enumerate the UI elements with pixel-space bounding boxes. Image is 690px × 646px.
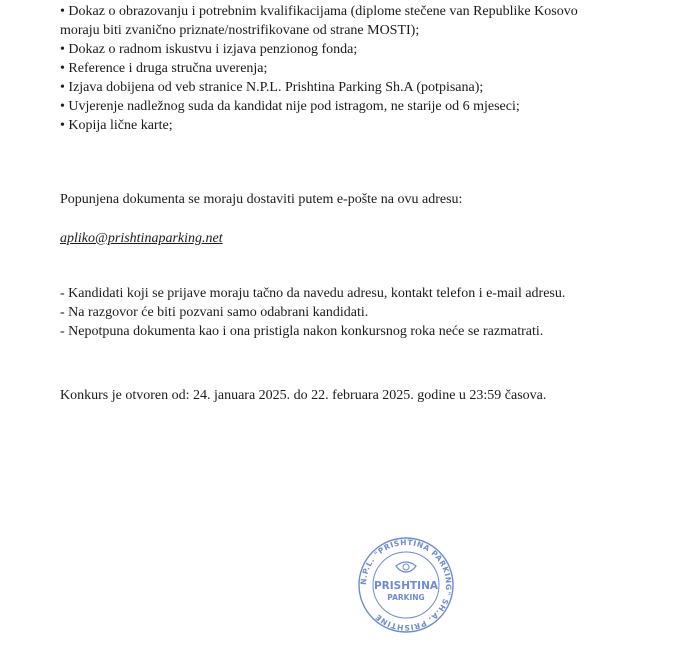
requirement-item-id-copy: • Kopija lične karte; [60,118,173,133]
company-stamp [350,536,462,634]
submission-intro-text: Popunjena dokumenta se moraju dostaviti putem e-pošte na ovu adresu: [60,192,463,207]
deadline-text: Konkurs je otvoren od: 24. januara 2025. do 22. februara 2025. godine u 23:59 časova. [60,388,547,403]
email-link[interactable]: apliko@prishtinaparking.net [60,231,223,246]
stamp-center-line1: PRISHTINA [373,580,439,592]
requirement-item-education-continued: moraju biti zvanično priznate/nostrifikovane od strane MOSTI); [60,23,420,38]
notes-list [60,284,620,341]
note-contact-details: - Kandidati koji se prijave moraju tačno da navedu adresu, kontakt telefon i e-mail adresu. [60,286,566,301]
requirement-item-court-certificate: • Uvjerenje nadležnog suda da kandidat nije pod istragom, ne starije od 6 mjeseci; [60,99,520,114]
submission-intro [60,190,620,209]
requirements-list [60,2,620,135]
stamp-seal-icon [350,536,462,634]
note-incomplete-documents: - Nepotpuna dokumenta kao i ona pristigla nakon konkursnog roka neće se razmatrati. [60,324,544,339]
requirement-item-references: • Reference i druga stručna uverenja; [60,61,268,76]
requirement-item-experience: • Dokaz o radnom iskustvu i izjava penzionog fonda; [60,42,358,57]
note-interview: - Na razgovor će biti pozvani samo odabrani kandidati. [60,305,369,320]
submission-email [60,229,620,248]
stamp-ring-text: N.P.L. "PRISHTINA PARKING" SH.A. PRISHTINË [358,537,454,633]
stamp-center-line2: PARKING [387,593,425,602]
requirement-item-statement: • Izjava dobijena od veb stranice N.P.L. Prishtina Parking Sh.A (potpisana); [60,80,484,95]
requirement-item-education: • Dokaz o obrazovanju i potrebnim kvalifikacijama (diplome stečene van Republike Kosovo [60,4,578,19]
deadline-paragraph [60,386,620,405]
